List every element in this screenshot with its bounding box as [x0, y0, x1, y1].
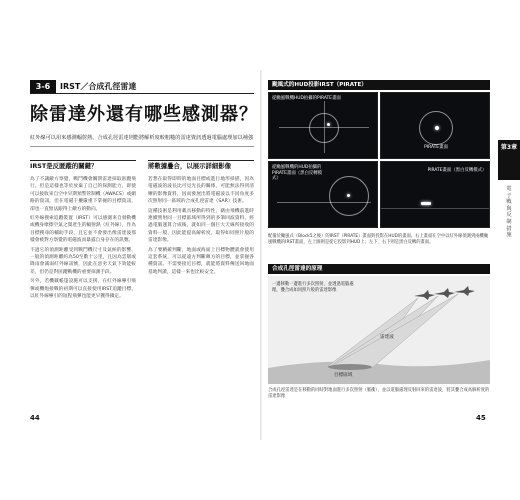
sar-diagram	[268, 276, 490, 384]
diagram-label-target: 目標區域	[334, 373, 353, 378]
section-name: IRST／合成孔徑雷達	[60, 82, 137, 91]
pirate-display-image	[380, 92, 490, 159]
figure-title-sar: 合成孔徑雷達的原理	[268, 264, 490, 274]
left-page	[30, 80, 258, 430]
ground-shape	[268, 360, 490, 384]
body-paragraph: 紅外線搜索追蹤裝置（IRST）可以感測來自發動機或機身摩擦空氣之間產生的輻射熱（紅外線），作為目標搜尋的輔助手段，且它並不會發出像雷達波那樣會被對方察覺的電磁波而暴露自身存在的訊號。	[30, 216, 136, 244]
page-title: 除雷達外還有哪些感測器？	[30, 104, 258, 125]
page-number-left: 44	[30, 414, 40, 422]
figure-caption-pirate: 配備於颱風式（Block5之後）的IRST（PIRATE）畫面與投影在HUD的畫面。右上畫面在空中以紅外線偵測到兩機颱風戰機的IRST畫面，左上圖則是從它投影到HUD上；左下、右下則是黑白反轉的畫面。	[268, 234, 489, 246]
target-area	[328, 364, 372, 370]
panel-label: PIRATE畫面	[424, 145, 448, 150]
body-paragraph: 這種技術是利用載具移動的特性，藉由飛機前進時連續照射同一目標區域所得到的多筆回波資料，經過電腦運算合成後，就如同一個巨大天線所接收的資料一般，因此能提高解析度，取得如同照片般的雷達影像。	[148, 208, 254, 244]
pirate-image-grid	[268, 92, 490, 228]
body-paragraph: 為了要精確判斷，地面或海面上目標物體就會使用這套系統，可以從遠方判斷敵方的目標，並掌握各種資訊。不需要接近目標，就能將資料傳送回地面基地判讀，這樣一來也比較安全。	[148, 247, 254, 275]
column-irst	[30, 160, 136, 303]
page-gutter	[260, 70, 262, 440]
pirate-hud-image-inverted	[268, 161, 378, 228]
body-paragraph: 另外，若機載帳篷設施可以支援，在紅外線導引飛彈或機炮接戰的初期可以直接使用IRST追蹤目標，以紅外線導引的短程飛彈也能更早獲得鎖定。	[30, 279, 136, 300]
body-paragraph: 為了不讓敵方察覺，戰鬥機會關閉雷達採取匿蹤飛行。但是這樣也等於放棄了自己的探測能力，即使可以接收來自空中早期預警管制機（AWACS）或網路的資訊，但在電磁干擾嚴重下掌握的目標資訊，卻也一直無法跟得上敵方的動向。	[30, 177, 136, 212]
radar-beams	[328, 294, 458, 368]
panel-caption: 從颱風戰機的HUD拍攝的PIRATE畫面（黑白反轉模式）	[272, 165, 323, 182]
body-paragraph: 不過它的偵測距離受到戰鬥機尺寸及氣候的影響，一般的偵測距離約為50至數十公里，且因為雲層或降雨會減弱紅外線訊號，因此在惡劣天氣下效能較差，但仍是對匿蹤戰機的重要探測手段。	[30, 247, 136, 275]
column-sar	[148, 160, 254, 278]
pirate-hud-image	[268, 92, 378, 159]
right-page	[268, 80, 490, 430]
page-number-right: 45	[476, 414, 486, 422]
column-heading-sar: 將數據疊合，以展示詳細影像	[148, 160, 254, 172]
body-paragraph: 若想在取得即時的地面目標或進行地形掃描，因為電磁波的波長比可見光長的關係，可能無法得到清晰的影像資料，因而發展出將電磁波以不同角度多次照射同一區域的合成孔徑雷達（SAR）技術。	[148, 177, 254, 205]
diagram-label-radar: 雷達波	[380, 335, 394, 340]
figure-title-pirate: 颱風式的HUD投影IRST（PIRATE）	[268, 80, 490, 90]
section-header	[30, 80, 254, 94]
panel-caption: 從颱風戰機HUD拍攝的PIRATE畫面	[272, 96, 341, 101]
chapter-subtitle: 電子戰與反制措施	[506, 186, 512, 239]
aircraft-icon	[414, 286, 475, 300]
diagram-note: 一邊移動一邊進行多次照射，並透過電腦處理，疊合成如同照片般的雷達影像	[272, 282, 354, 293]
section-number: 3-6	[30, 80, 56, 93]
panel-label: PIRATE畫面（黑白反轉模式）	[427, 168, 487, 173]
intro-text: 紅外線可以用來感測輻射熱，合成孔徑雷達則能將解析度較粗糙的雷達資訊透過電腦處理加以補強	[30, 134, 254, 147]
figure-caption-sar: 合成孔徑雷達是在移動的同時對地面進行多次照射（脈衝），並以電腦處理反射回來的雷達波，將其疊合成高解析度的雷達影像	[268, 388, 490, 400]
column-heading-irst: IRST是反匿蹤的關鍵？	[30, 160, 136, 172]
chapter-tab: 第3章	[498, 140, 520, 180]
pirate-display-image-inverted	[380, 161, 490, 228]
